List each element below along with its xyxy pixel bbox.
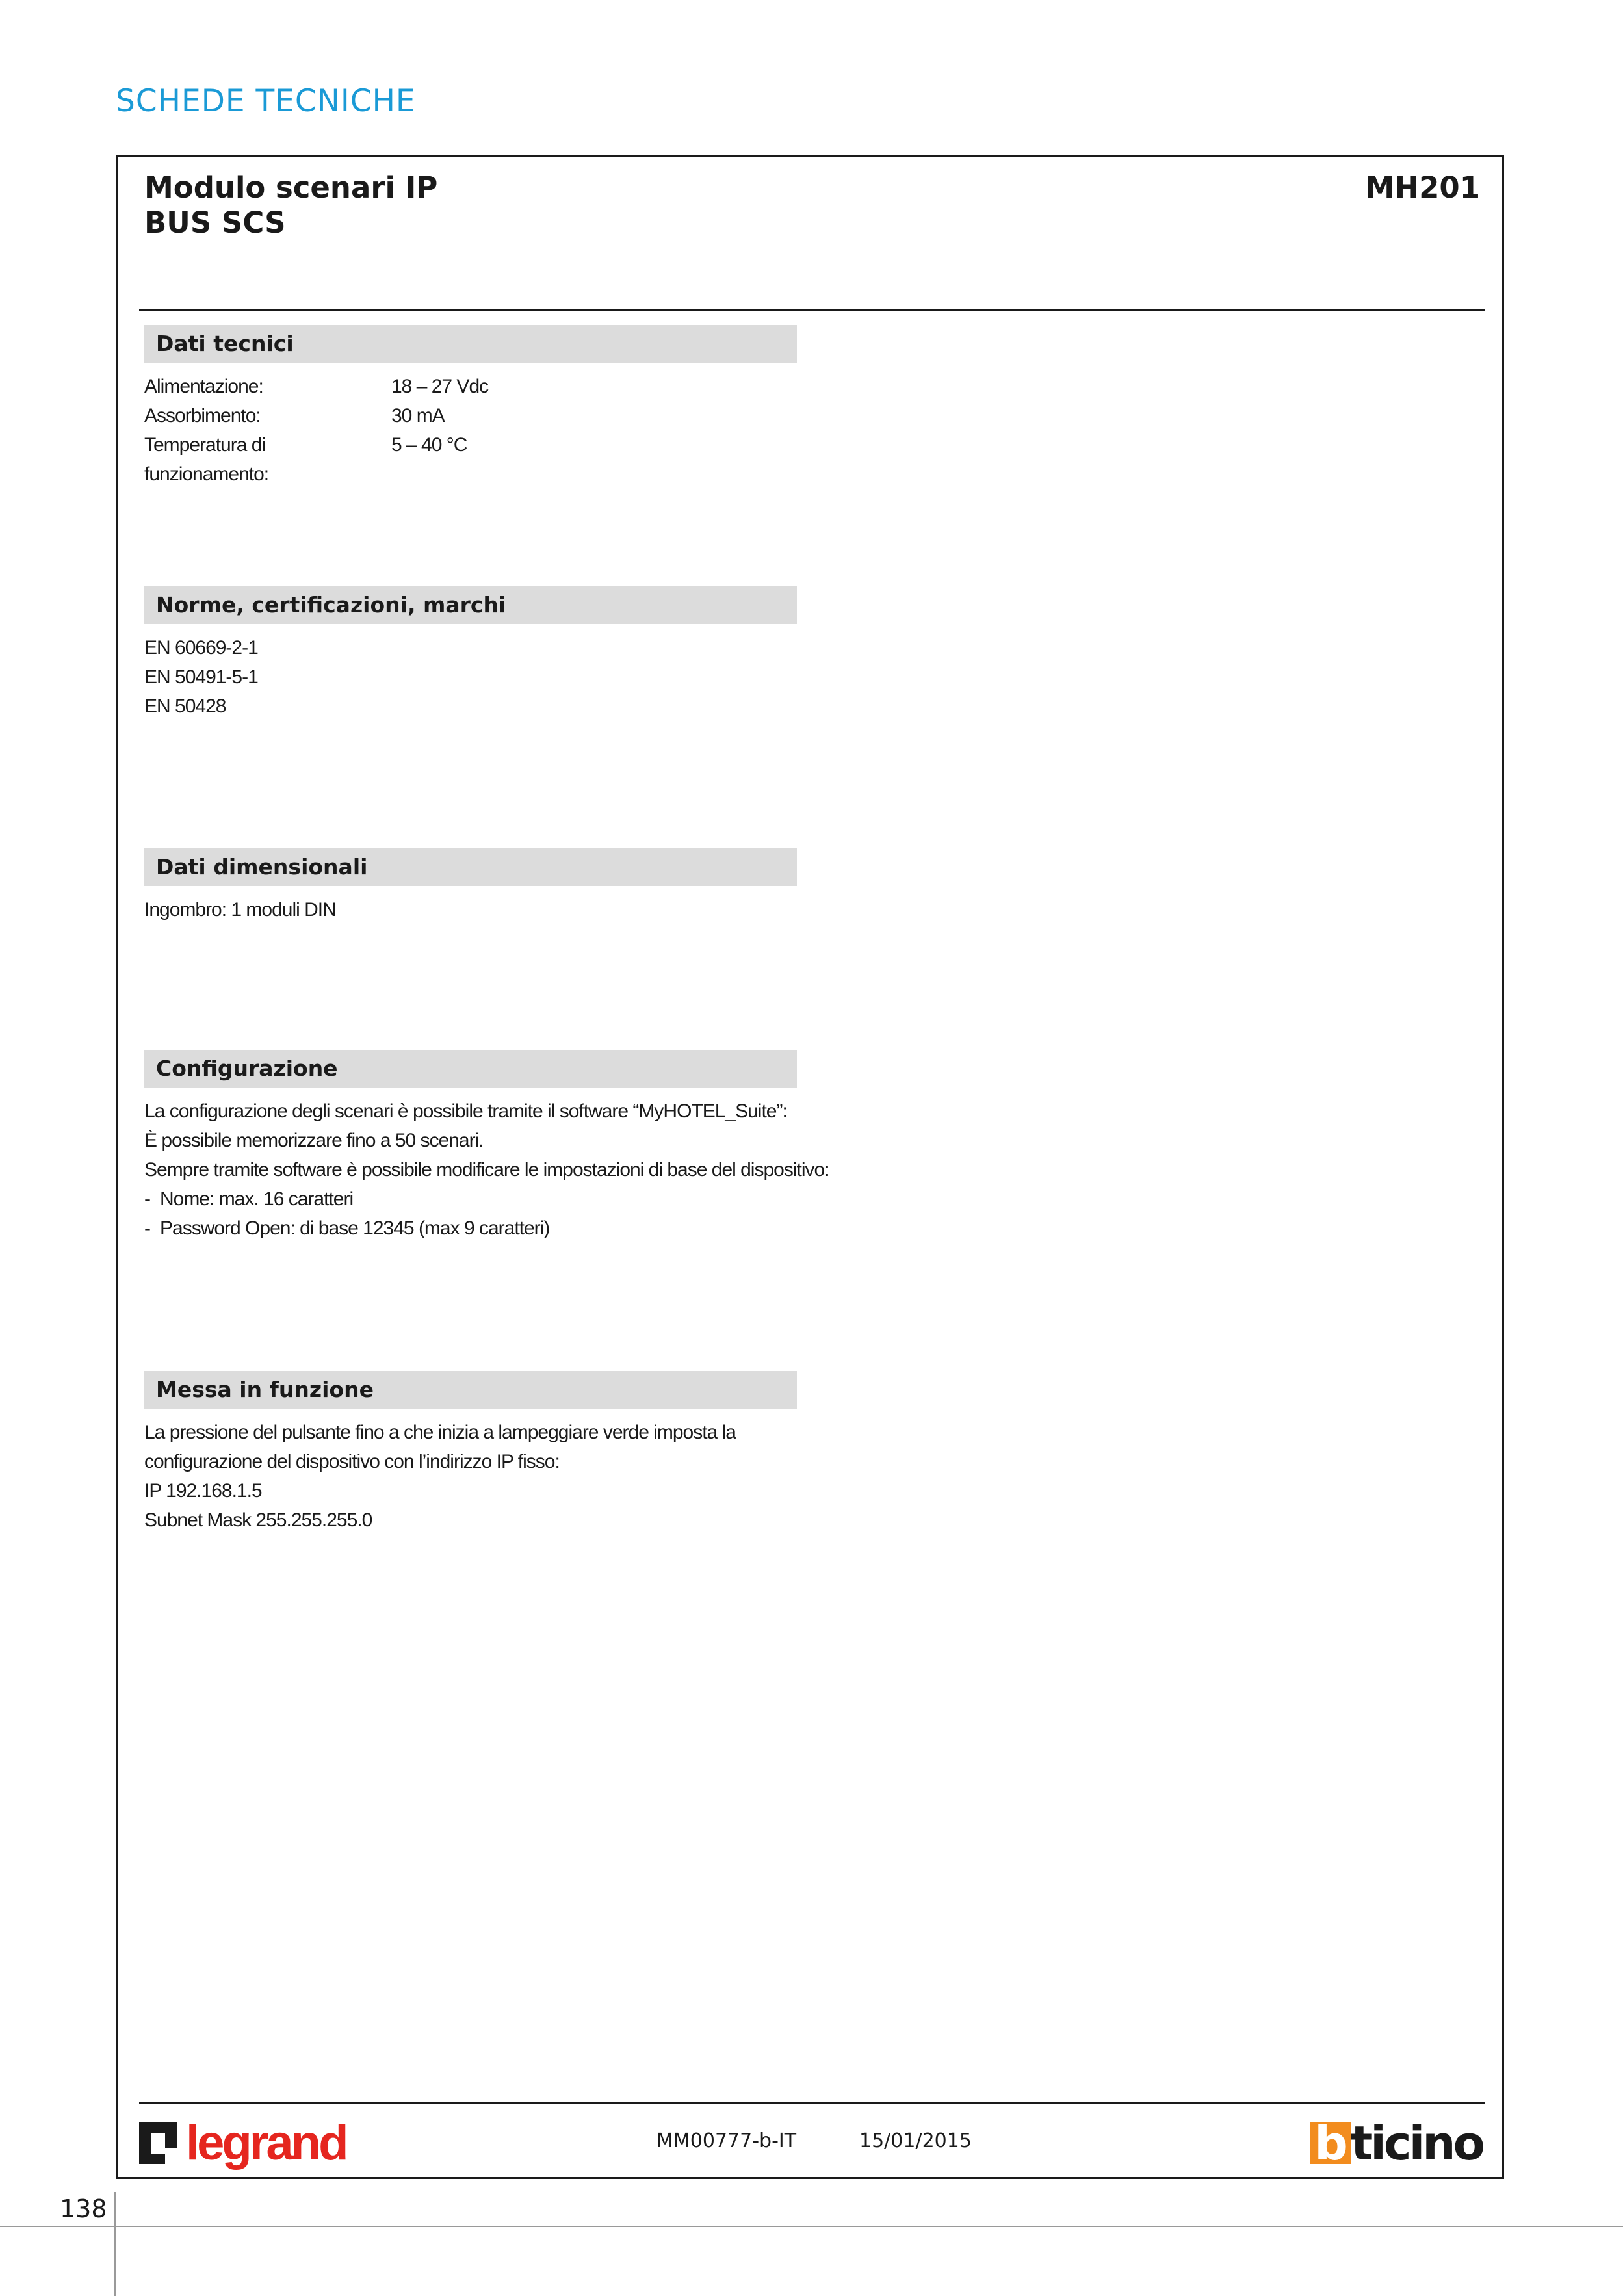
spec-value: 18 – 27 Vdc bbox=[391, 376, 489, 397]
section-configurazione bbox=[144, 1050, 829, 1243]
section-title-configurazione: Configurazione bbox=[144, 1050, 797, 1088]
spec-value: 5 – 40 °C bbox=[391, 434, 467, 456]
bticino-wordmark-b: b bbox=[1310, 2122, 1351, 2164]
product-title-line1: Modulo scenari IP bbox=[144, 170, 438, 205]
product-title-line2: BUS SCS bbox=[144, 205, 286, 240]
legrand-logo bbox=[139, 2114, 346, 2172]
dimension-line: Ingombro: 1 moduli DIN bbox=[144, 899, 336, 920]
spec-row-assorbimento bbox=[144, 401, 797, 430]
spec-key: Temperatura di funzionamento: bbox=[144, 434, 269, 485]
legrand-wordmark: legrand bbox=[186, 2115, 346, 2171]
legrand-mark-icon bbox=[139, 2122, 177, 2164]
bticino-logo bbox=[1310, 2114, 1483, 2172]
section-title-norme: Norme, certificazioni, marchi bbox=[144, 586, 797, 624]
section-body-norme bbox=[144, 633, 797, 721]
section-body-configurazione bbox=[144, 1097, 829, 1243]
norm-line: EN 60669-2-1 bbox=[144, 637, 258, 659]
bullet-text: Password Open: di base 12345 (max 9 caratteri) bbox=[160, 1218, 550, 1239]
section-title-dimensionali: Dati dimensionali bbox=[144, 848, 797, 886]
section-norme bbox=[144, 586, 797, 721]
header-divider bbox=[139, 309, 1485, 311]
document-date: 15/01/2015 bbox=[859, 2130, 972, 2152]
document-code: MM00777-b-IT bbox=[656, 2130, 797, 2152]
section-body-dimensionali bbox=[144, 895, 797, 924]
config-line: La configurazione degli scenari è possibile tramite il software “MyHOTEL_Suite”: bbox=[144, 1101, 787, 1122]
section-title-messa-in-funzione: Messa in funzione bbox=[144, 1371, 797, 1409]
bullet-dash: - bbox=[144, 1188, 150, 1210]
section-header-label: SCHEDE TECNICHE bbox=[116, 83, 416, 119]
config-bullet bbox=[144, 1184, 797, 1214]
bullet-text: Nome: max. 16 caratteri bbox=[160, 1188, 354, 1210]
config-line: È possibile memorizzare fino a 50 scenari. bbox=[144, 1130, 484, 1151]
spec-row-alimentazione bbox=[144, 372, 797, 401]
startup-line: configurazione del dispositivo con l’indirizzo IP fisso: bbox=[144, 1451, 560, 1472]
section-body-messa-in-funzione bbox=[144, 1418, 797, 1535]
page-number: 138 bbox=[60, 2195, 107, 2223]
product-title bbox=[144, 170, 437, 241]
section-dati-tecnici bbox=[144, 325, 797, 489]
startup-line: Subnet Mask 255.255.255.0 bbox=[144, 1509, 372, 1531]
product-code: MH201 bbox=[1365, 170, 1480, 205]
config-line: Sempre tramite software è possibile modificare le impostazioni di base del dispositivo: bbox=[144, 1159, 829, 1181]
spec-value: 30 mA bbox=[391, 405, 445, 426]
page-margin-horizontal-rule bbox=[0, 2226, 1623, 2227]
section-body-dati-tecnici bbox=[144, 372, 797, 489]
bullet-dash: - bbox=[144, 1218, 150, 1239]
section-title-dati-tecnici: Dati tecnici bbox=[144, 325, 797, 363]
config-bullet bbox=[144, 1214, 797, 1243]
spec-row-temperatura bbox=[144, 430, 797, 489]
spec-key: Assorbimento: bbox=[144, 405, 261, 426]
norm-line: EN 50428 bbox=[144, 696, 226, 717]
section-dimensionali bbox=[144, 848, 797, 924]
bticino-wordmark-rest: ticino bbox=[1350, 2116, 1483, 2171]
startup-line: IP 192.168.1.5 bbox=[144, 1480, 262, 1502]
norm-line: EN 50491-5-1 bbox=[144, 666, 258, 688]
footer-divider bbox=[139, 2102, 1485, 2104]
section-messa-in-funzione bbox=[144, 1371, 797, 1535]
startup-line: La pressione del pulsante fino a che inizia a lampeggiare verde imposta la bbox=[144, 1422, 736, 1443]
spec-key: Alimentazione: bbox=[144, 376, 263, 397]
page-margin-vertical-rule bbox=[114, 2192, 116, 2296]
